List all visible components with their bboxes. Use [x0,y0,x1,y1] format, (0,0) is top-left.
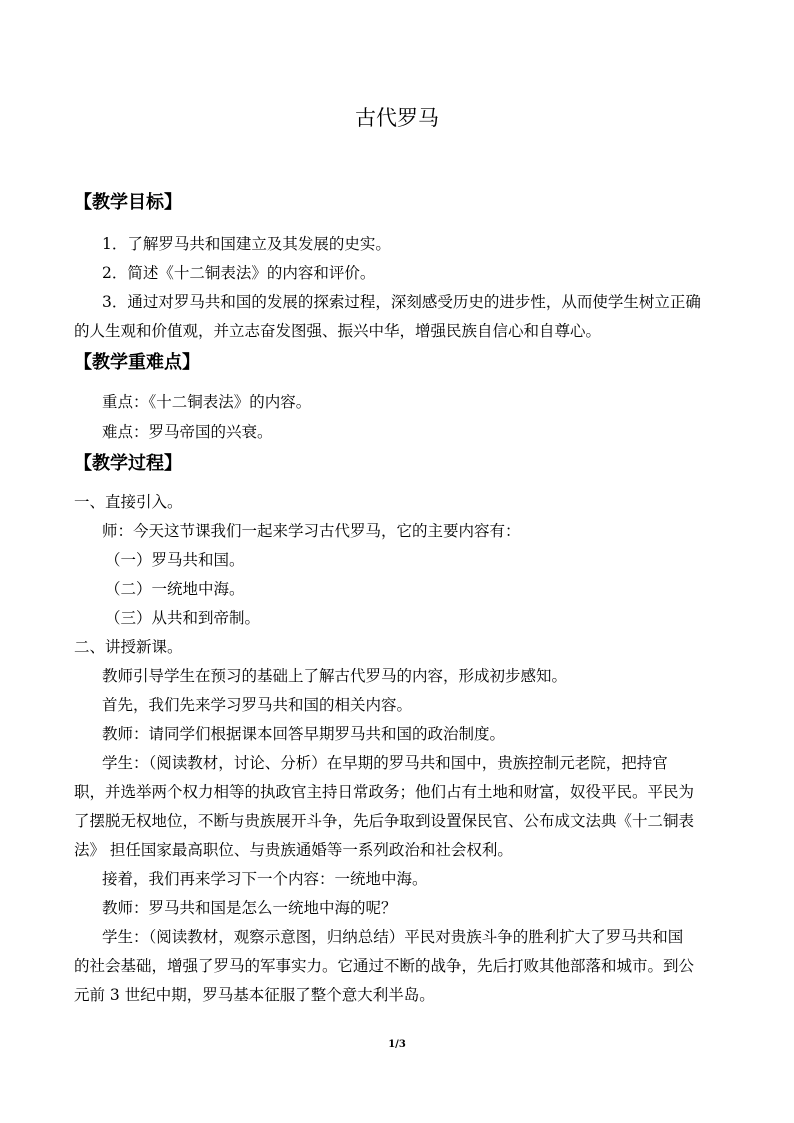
process-list-item: （三）从共和到帝制。 [105,609,261,627]
section-heading-keypoints: 【教学重难点】 [74,352,200,373]
process-line: 的社会基础，增强了罗马的军事实力。它通过不断的战争，先后打败其他部落和城市。到公 [74,957,695,975]
process-line: 教师：请同学们根据课本回答早期罗马共和国的政治制度。 [102,725,506,743]
process-line: 学生：（阅读教材，讨论、分析）在早期的罗马共和国中，贵族控制元老院，把持官 [102,754,668,772]
process-line: 师：今天这节课我们一起来学习古代罗马，它的主要内容有： [102,522,521,540]
process-line: 教师引导学生在预习的基础上了解古代罗马的内容，形成初步感知。 [102,667,568,685]
keypoint-item: 重点：《十二铜表法》的内容。 [102,393,312,411]
section-heading-goals: 【教学目标】 [74,192,182,213]
process-line: 二、讲授新课。 [74,638,183,656]
process-line: 教师：罗马共和国是怎么一统地中海的呢？ [102,899,397,917]
goal-item: 3．通过对罗马共和国的发展的探索过程，深刻感受历史的进步性，从而使学生树立正确 [102,293,701,311]
section-heading-process: 【教学过程】 [74,453,182,474]
goal-item-continuation: 的人生观和价值观，并立志奋发图强、振兴中华，增强民族自信心和自尊心。 [74,322,602,340]
page-number: 1/3 [388,1039,406,1050]
process-line: 法》 担任国家最高职位、与贵族通婚等一系列政治和社会权利。 [74,841,513,859]
process-list-item: （一）罗马共和国。 [105,551,245,569]
process-line: 接着，我们再来学习下一个内容：一统地中海。 [102,870,428,888]
process-line: 职，并选举两个权力相等的执政官主持日常政务；他们占有土地和财富，奴役平民。平民为 [74,783,695,801]
goal-item: 2．简述《十二铜表法》的内容和评价。 [102,264,376,282]
process-line: 首先，我们先来学习罗马共和国的相关内容。 [102,696,413,714]
process-line: 了摆脱无权地位，不断与贵族展开斗争，先后争取到设置保民官、公布成文法典《十二铜表 [74,812,695,830]
goal-item: 1．了解罗马共和国建立及其发展的史实。 [102,235,391,253]
process-line: 学生：（阅读教材，观察示意图，归纳总结）平民对贵族斗争的胜利扩大了罗马共和国 [102,928,684,946]
page-title: 古代罗马 [355,106,439,130]
keypoint-item: 难点：罗马帝国的兴衰。 [102,423,273,441]
process-line: 一、直接引入。 [74,493,183,511]
process-list-item: （二）一统地中海。 [105,580,245,598]
process-line: 元前 3 世纪中期，罗马基本征服了整个意大利半岛。 [74,986,435,1004]
